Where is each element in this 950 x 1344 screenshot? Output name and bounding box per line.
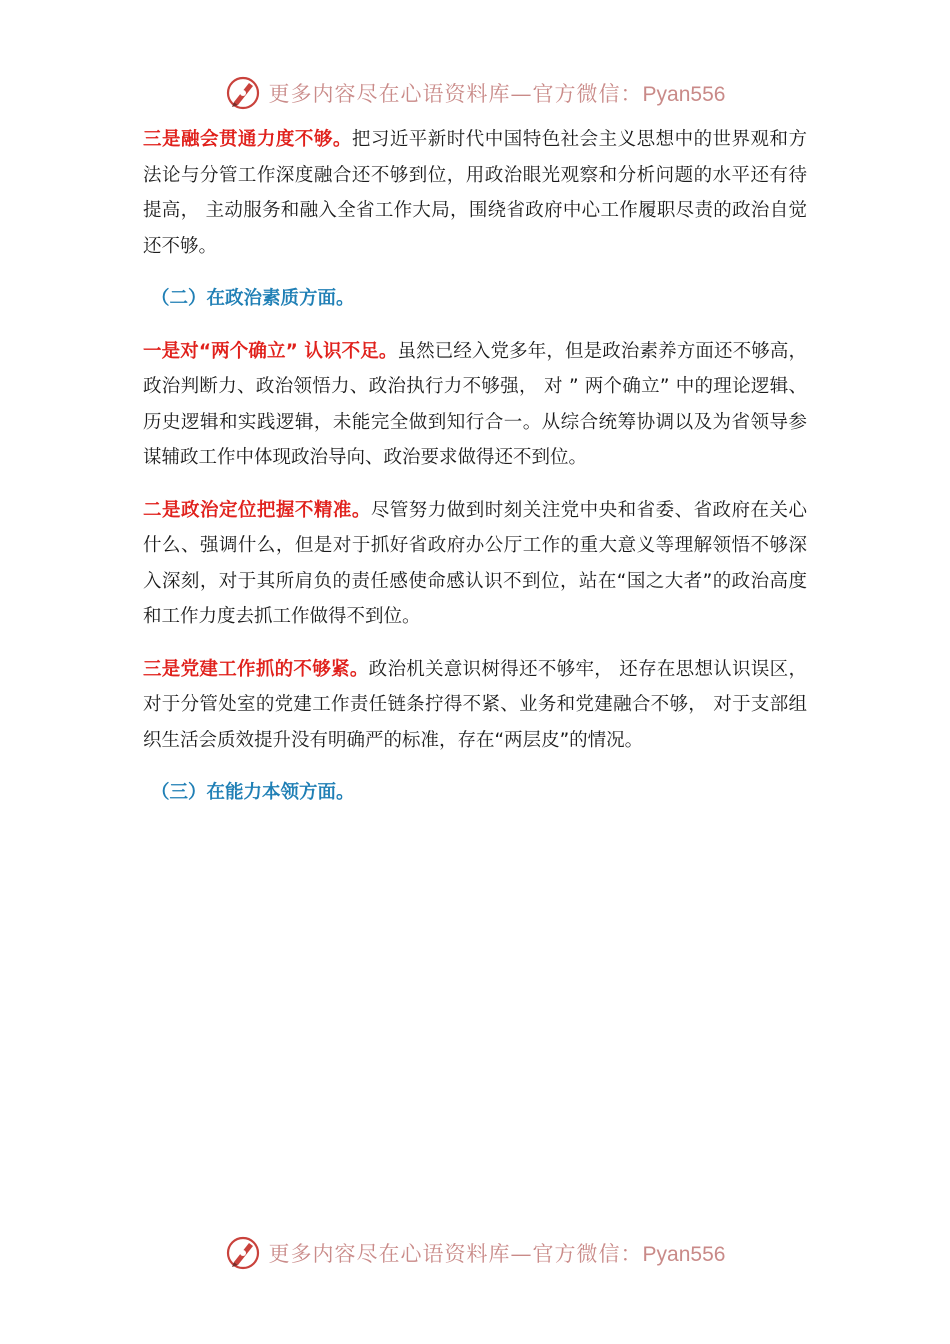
paragraph-lead: 三是党建工作抓的不够紧。 <box>143 658 369 680</box>
section-heading-capability: （三）在能力本领方面。 <box>151 782 355 803</box>
footer-watermark <box>0 1233 950 1273</box>
header-watermark <box>0 73 950 113</box>
paragraph-body: 尽管努力做到时刻关注党中央和省委、省政府在关心什么、强调什么，但是对于抓好省政府办公厅工作的重大意义等理解领悟不够深入深刻，对于其所肩负的责任感使命感认识不到位，站在“国之大者”的政治高度和工作力度去抓工作做得不到位。 <box>143 499 807 627</box>
paragraph-body: 政治机关意识树得还不够牢， 还存在思想认识误区，对于分管处室的党建工作责任链条拧得不紧、业务和党建融合不够， 对于支部组织生活会质效提升没有明确严的标准，存在“两层皮”的情况。 <box>143 658 807 751</box>
pen-logo-icon <box>225 1235 261 1271</box>
paragraph-body: 把习近平新时代中国特色社会主义思想中的世界观和方法论与分管工作深度融合还不够到位，用政治眼光观察和分析问题的水平还有待提高， 主动服务和融入全省工作大局，围绕省政府中心工作履职尽责的政治自觉还不够。 <box>143 129 807 257</box>
paragraph-lead: 三是融会贯通力度不够。 <box>143 129 352 150</box>
paragraph-lead: 二是政治定位把握不精准。 <box>143 499 371 521</box>
paragraph-integration <box>143 122 807 264</box>
paragraph-two-establishments <box>143 334 807 476</box>
watermark-text: 更多内容尽在心语资料库—官方微信：Pyan556 <box>268 1242 726 1266</box>
paragraph-body: 虽然已经入党多年，但是政治素养方面还不够高，政治判断力、政治领悟力、政治执行力不够强， 对 ” 两个确立” 中的理论逻辑、历史逻辑和实践逻辑，未能完全做到知行合一。从综合统筹协调以及为省领导参谋辅政工作中体现政治导向、政治要求做得还不到位。 <box>143 340 807 468</box>
pen-logo-icon <box>225 75 261 111</box>
section-heading-political-quality: （二）在政治素质方面。 <box>151 288 355 309</box>
document-body <box>143 122 807 828</box>
paragraph-political-positioning <box>143 493 807 635</box>
watermark-text: 更多内容尽在心语资料库—官方微信：Pyan556 <box>268 82 726 106</box>
paragraph-lead: 一是对“两个确立” 认识不足。 <box>143 340 398 362</box>
paragraph-party-building <box>143 652 807 759</box>
